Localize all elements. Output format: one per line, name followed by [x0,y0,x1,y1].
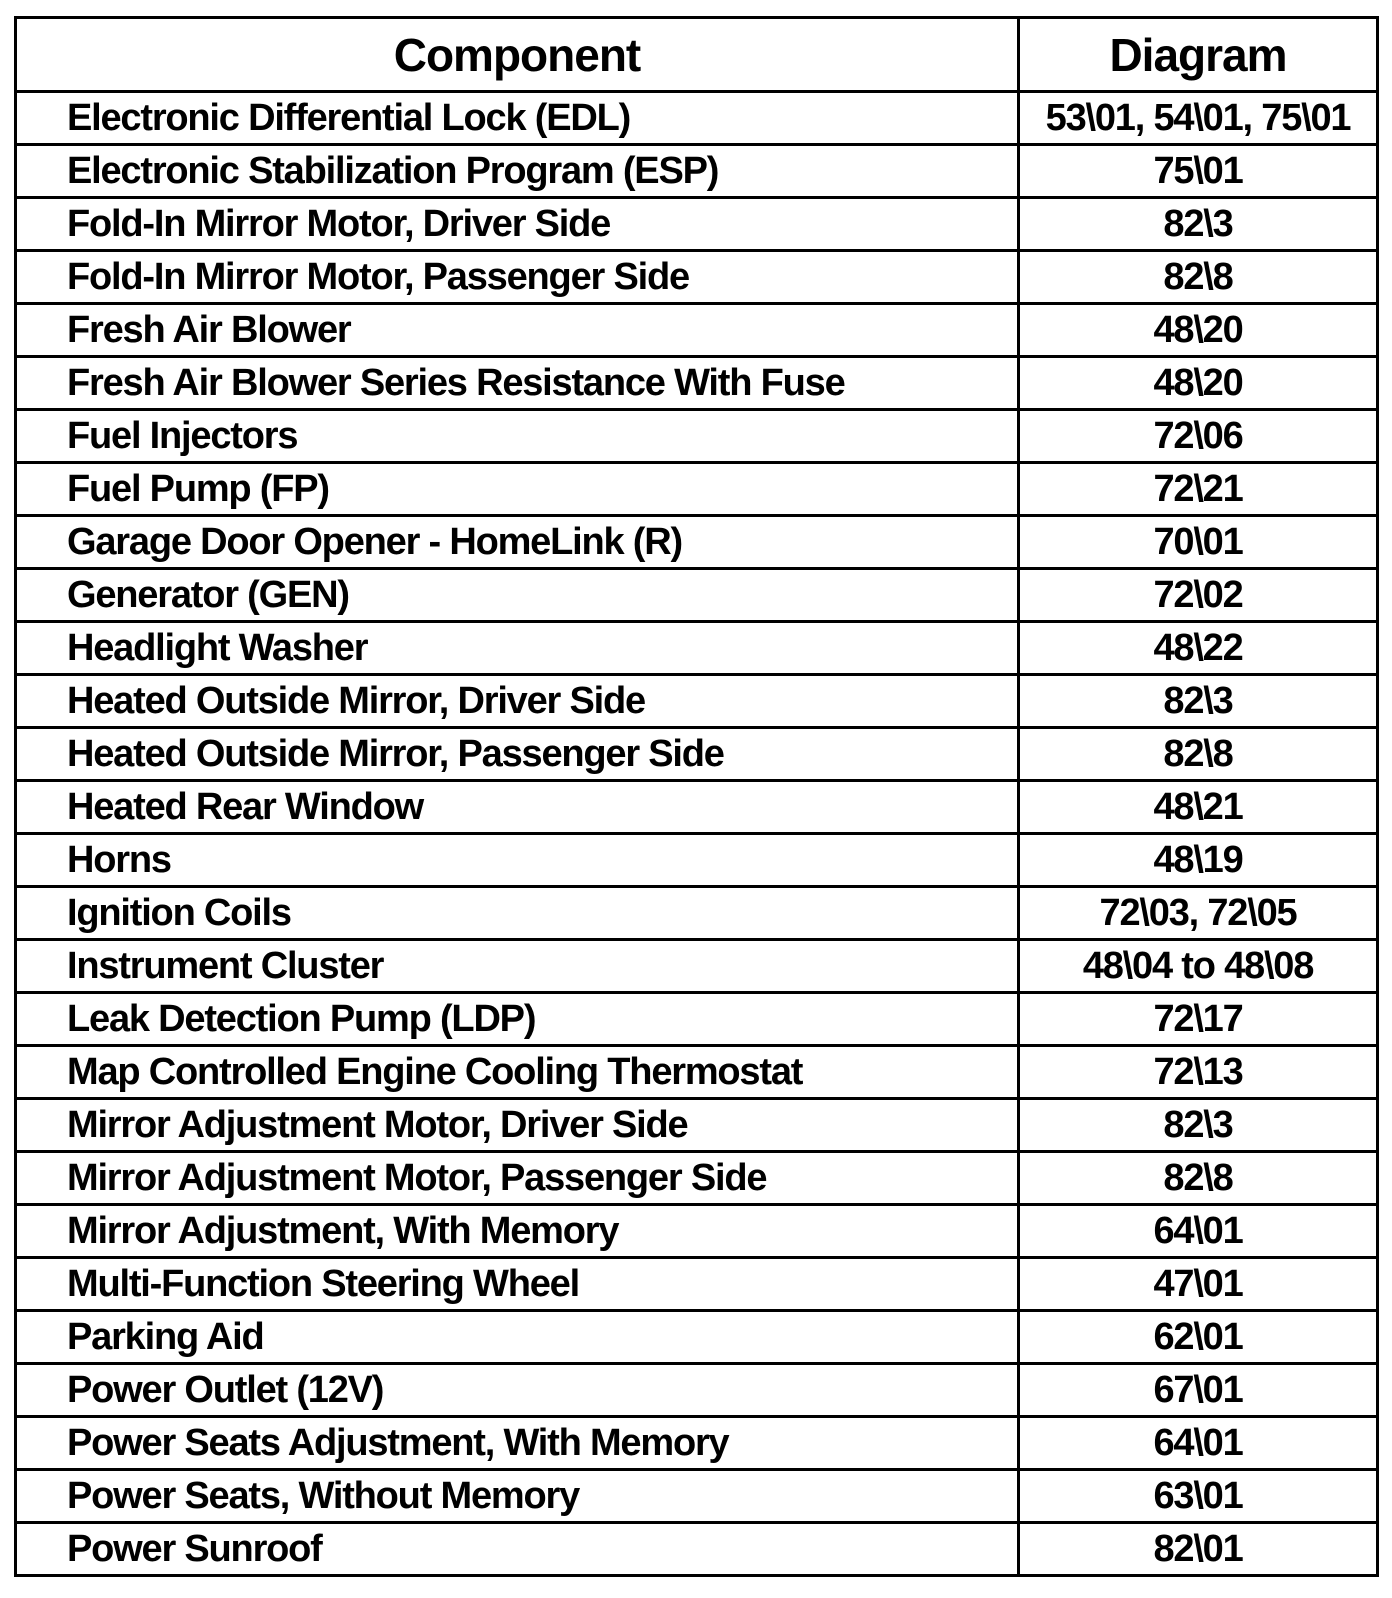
diagram-cell: 72\02 [1019,569,1378,622]
diagram-cell: 82\3 [1019,1099,1378,1152]
table-row [16,675,1378,728]
table-row [16,1099,1378,1152]
table-row [16,940,1378,993]
table-row [16,887,1378,940]
table-row [16,993,1378,1046]
table-row [16,1523,1378,1576]
diagram-cell: 72\03, 72\05 [1019,887,1378,940]
table-row [16,1205,1378,1258]
component-cell: Leak Detection Pump (LDP) [16,993,1019,1046]
diagram-cell: 75\01 [1019,145,1378,198]
component-cell: Fold-In Mirror Motor, Passenger Side [16,251,1019,304]
diagram-cell: 48\20 [1019,304,1378,357]
diagram-cell: 82\8 [1019,1152,1378,1205]
component-cell: Heated Outside Mirror, Passenger Side [16,728,1019,781]
diagram-cell: 48\20 [1019,357,1378,410]
table-row [16,781,1378,834]
diagram-cell: 82\3 [1019,198,1378,251]
diagram-cell: 47\01 [1019,1258,1378,1311]
diagram-cell: 82\3 [1019,675,1378,728]
diagram-cell: 62\01 [1019,1311,1378,1364]
table-row [16,1470,1378,1523]
component-cell: Heated Rear Window [16,781,1019,834]
header-row [16,18,1378,92]
diagram-cell: 48\04 to 48\08 [1019,940,1378,993]
diagram-cell: 63\01 [1019,1470,1378,1523]
component-cell: Power Sunroof [16,1523,1019,1576]
diagram-cell: 72\21 [1019,463,1378,516]
table-row [16,1417,1378,1470]
component-cell: Fresh Air Blower Series Resistance With Fuse [16,357,1019,410]
table-row [16,251,1378,304]
component-cell: Parking Aid [16,1311,1019,1364]
component-diagram-table-container [14,16,1376,1577]
component-cell: Generator (GEN) [16,569,1019,622]
diagram-cell: 72\13 [1019,1046,1378,1099]
diagram-cell: 82\01 [1019,1523,1378,1576]
component-cell: Multi-Function Steering Wheel [16,1258,1019,1311]
table-row [16,198,1378,251]
component-cell: Fuel Injectors [16,410,1019,463]
component-cell: Map Controlled Engine Cooling Thermostat [16,1046,1019,1099]
component-cell: Mirror Adjustment Motor, Driver Side [16,1099,1019,1152]
component-cell: Power Outlet (12V) [16,1364,1019,1417]
component-cell: Fold-In Mirror Motor, Driver Side [16,198,1019,251]
diagram-cell: 67\01 [1019,1364,1378,1417]
component-cell: Power Seats, Without Memory [16,1470,1019,1523]
table-row [16,304,1378,357]
diagram-cell: 82\8 [1019,728,1378,781]
table-row [16,728,1378,781]
table-row [16,463,1378,516]
component-cell: Fresh Air Blower [16,304,1019,357]
column-header-component: Component [16,18,1019,92]
component-cell: Electronic Differential Lock (EDL) [16,92,1019,145]
component-cell: Instrument Cluster [16,940,1019,993]
diagram-cell: 48\21 [1019,781,1378,834]
table-row [16,1364,1378,1417]
column-header-diagram: Diagram [1019,18,1378,92]
table-row [16,1258,1378,1311]
component-cell: Heated Outside Mirror, Driver Side [16,675,1019,728]
diagram-cell: 64\01 [1019,1417,1378,1470]
table-row [16,410,1378,463]
diagram-cell: 48\19 [1019,834,1378,887]
table-row [16,834,1378,887]
table-row [16,1152,1378,1205]
component-cell: Garage Door Opener - HomeLink (R) [16,516,1019,569]
component-cell: Horns [16,834,1019,887]
table-row [16,145,1378,198]
table-row [16,1311,1378,1364]
component-cell: Headlight Washer [16,622,1019,675]
table-row [16,92,1378,145]
diagram-cell: 70\01 [1019,516,1378,569]
table-row [16,357,1378,410]
diagram-cell: 82\8 [1019,251,1378,304]
component-cell: Mirror Adjustment, With Memory [16,1205,1019,1258]
component-cell: Electronic Stabilization Program (ESP) [16,145,1019,198]
table-row [16,1046,1378,1099]
diagram-cell: 72\17 [1019,993,1378,1046]
diagram-cell: 64\01 [1019,1205,1378,1258]
component-diagram-table [14,16,1379,1577]
component-cell: Fuel Pump (FP) [16,463,1019,516]
component-cell: Ignition Coils [16,887,1019,940]
component-cell: Power Seats Adjustment, With Memory [16,1417,1019,1470]
diagram-cell: 53\01, 54\01, 75\01 [1019,92,1378,145]
table-row [16,569,1378,622]
diagram-cell: 72\06 [1019,410,1378,463]
table-row [16,516,1378,569]
component-cell: Mirror Adjustment Motor, Passenger Side [16,1152,1019,1205]
diagram-cell: 48\22 [1019,622,1378,675]
table-row [16,622,1378,675]
